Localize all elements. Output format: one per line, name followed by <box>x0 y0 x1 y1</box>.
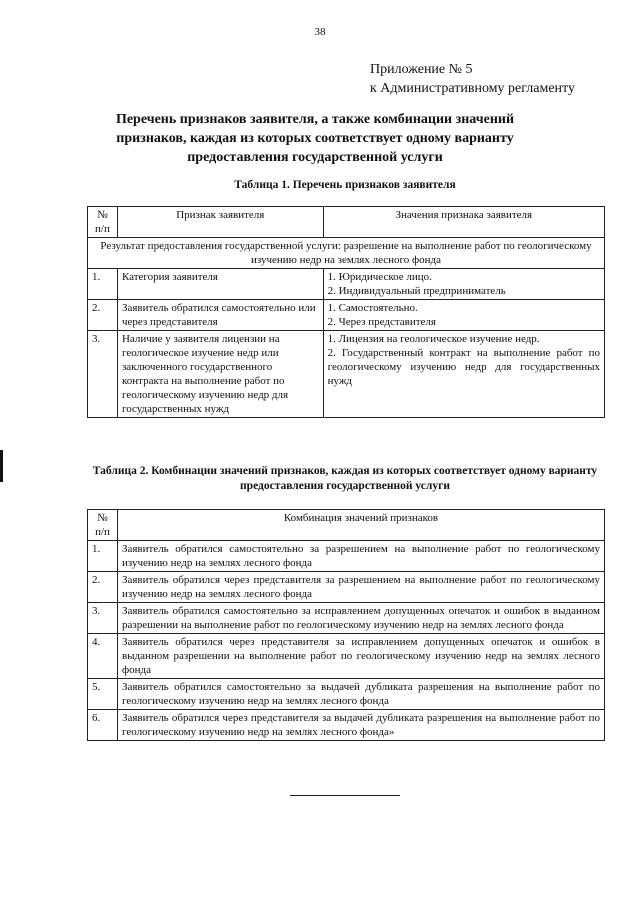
appendix-heading <box>370 60 575 98</box>
table1-section-cell: Результат предоставления государственной услуги: разрешение на выполнение работ по геологическому изучению недр на землях лесного фонда <box>88 238 605 269</box>
row-number: 3. <box>88 603 118 634</box>
row-number: 3. <box>88 331 118 418</box>
value-item: 1. Лицензия на геологическое изучение недр. <box>327 333 540 345</box>
row-text: Заявитель обратился через представителя за выдачей дубликата разрешения на выполнение работ по геологическому изучению недр на землях лесного фонда» <box>117 710 604 741</box>
row-text: Заявитель обратился через представителя за исправлением допущенных опечаток и ошибок в выданном разрешении на выполнение работ по геологическому изучению недр на землях лесного фонда <box>117 634 604 679</box>
scan-margin-mark <box>0 450 3 482</box>
main-title: Перечень признаков заявителя, а также комбинации значений признаков, каждая из которых соответствует одному варианту предоставления государственной услуги <box>115 112 515 165</box>
table1 <box>87 206 605 418</box>
row-text: Заявитель обратился через представителя за разрешением на выполнение работ по геологическому изучению недр на землях лесного фонда <box>117 572 604 603</box>
table-row <box>88 541 605 572</box>
row-number: 4. <box>88 634 118 679</box>
row-number: 1. <box>88 541 118 572</box>
table1-section-row <box>88 238 605 269</box>
end-separator-line <box>290 795 400 796</box>
row-text: Заявитель обратился самостоятельно за исправлением допущенных опечаток и ошибок в выданном разрешении на выполнение работ по геологическому изучению недр на землях лесного фонда <box>117 603 604 634</box>
table1-header-num: № п/п <box>88 207 118 238</box>
table1-header-values: Значения признака заявителя <box>323 207 604 238</box>
row-values <box>323 300 604 331</box>
table1-title: Таблица 1. Перечень признаков заявителя <box>234 179 456 191</box>
table2 <box>87 509 605 741</box>
table2-header-combination: Комбинация значений признаков <box>117 510 604 541</box>
row-text: Заявитель обратился самостоятельно за разрешением на выполнение работ по геологическому изучению недр на землях лесного фонда <box>117 541 604 572</box>
row-feature: Категория заявителя <box>117 269 323 300</box>
table-row <box>88 269 605 300</box>
row-feature: Заявитель обратился самостоятельно или через представителя <box>117 300 323 331</box>
row-number: 5. <box>88 679 118 710</box>
table2-title: Таблица 2. Комбинации значений признаков, каждая из которых соответствует одному варианту предоставления государственной услуги <box>92 465 598 492</box>
table-row <box>88 331 605 418</box>
value-item: 1. Самостоятельно. <box>327 302 418 314</box>
table-row <box>88 634 605 679</box>
row-number: 2. <box>88 300 118 331</box>
page-number: 38 <box>314 26 326 38</box>
table1-header-feature: Признак заявителя <box>117 207 323 238</box>
table-row <box>88 300 605 331</box>
table2-header-num: № п/п <box>88 510 118 541</box>
row-feature: Наличие у заявителя лицензии на геологическое изучение недр или заключенного государственного контракта на выполнение работ по геологическому изучению недр для государственных нужд <box>117 331 323 418</box>
row-values <box>323 331 604 418</box>
table-row <box>88 603 605 634</box>
row-number: 6. <box>88 710 118 741</box>
row-number: 1. <box>88 269 118 300</box>
row-text: Заявитель обратился самостоятельно за выдачей дубликата разрешения на выполнение работ по геологическому изучению недр на землях лесного фонда <box>117 679 604 710</box>
value-item: 1. Юридическое лицо. <box>327 271 432 283</box>
table1-header-row <box>88 207 605 238</box>
table-row <box>88 572 605 603</box>
row-values <box>323 269 604 300</box>
value-item: 2. Государственный контракт на выполнение работ по геологическому изучению недр для государственных нужд <box>327 347 600 387</box>
table2-header-row <box>88 510 605 541</box>
table-row <box>88 710 605 741</box>
value-item: 2. Индивидуальный предприниматель <box>327 285 506 297</box>
appendix-line-1: Приложение № 5 <box>370 62 473 77</box>
appendix-line-2: к Административному регламенту <box>370 81 575 96</box>
row-number: 2. <box>88 572 118 603</box>
table-row <box>88 679 605 710</box>
value-item: 2. Через представителя <box>327 316 436 328</box>
